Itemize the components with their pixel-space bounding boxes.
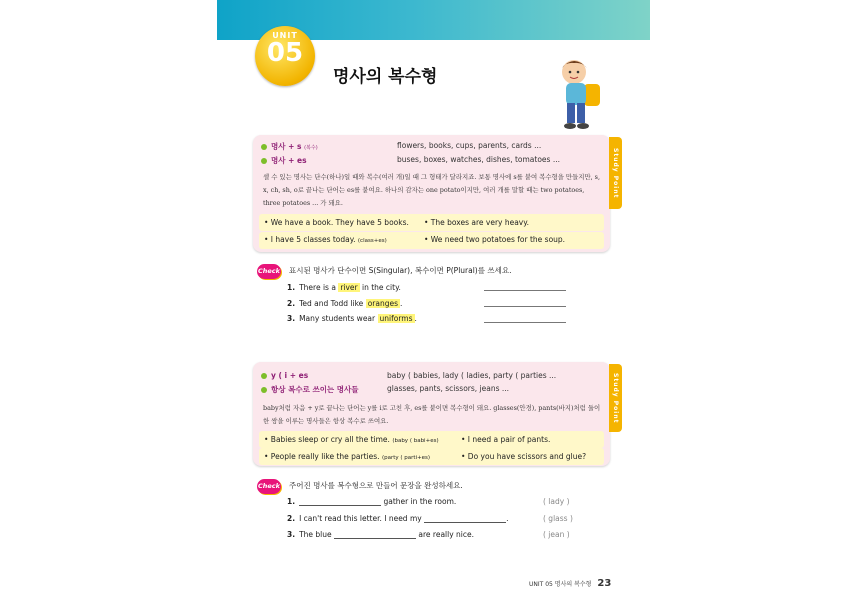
page-number: 23	[597, 578, 612, 589]
unit-badge	[255, 26, 315, 86]
highlighted-word: river	[340, 283, 358, 292]
highlighted-word: oranges	[367, 299, 398, 308]
bullet-icon	[261, 387, 267, 393]
rule-y-to-ies: y ( i + es	[261, 371, 308, 380]
question-item: 3. Many students wear uniforms .	[287, 314, 417, 323]
student-illustration	[542, 56, 614, 134]
answer-line[interactable]	[484, 290, 566, 291]
noun-hint: ( lady )	[543, 497, 570, 506]
page-title: 명사의 복수형	[333, 67, 438, 87]
explanation-text: baby처럼 자음 + y로 끝나는 단어는 y를 i로 고친 후, es를 붙이면 복수형이 돼요. glasses(안경), pants(바지)처럼 둘이 한 쌍을 이루는 명사들은 항상 복수로 쓰여요.	[263, 404, 601, 425]
question-item: 2. Ted and Todd like oranges .	[287, 299, 403, 308]
study-point-tab: Study Point	[609, 364, 622, 432]
rule-examples: baby ( babies, lady ( ladies, party ( parties ...	[387, 371, 557, 380]
rule-examples: glasses, pants, scissors, jeans ...	[387, 384, 510, 393]
footer-title: 명사의 복수형	[554, 581, 592, 588]
example-sentence: • People really like the parties. (party ( parti+es)	[264, 452, 431, 461]
page-footer	[529, 578, 611, 589]
answer-line[interactable]	[484, 322, 566, 323]
check-instruction: 표시된 명사가 단수이면 S(Singular), 복수이면 P(Plural)를 쓰세요.	[289, 266, 512, 275]
question-item: 3. The blue are really nice.	[287, 530, 474, 539]
check-instruction: 주어진 명사를 복수형으로 만들어 문장을 완성하세요.	[289, 481, 463, 490]
footer-unit: UNIT 05	[529, 581, 553, 588]
rule-always-plural: 항상 복수로 쓰이는 명사들	[261, 384, 359, 395]
answer-blank[interactable]	[424, 514, 506, 523]
unit-number: 05	[266, 38, 304, 68]
textbook-page	[217, 0, 650, 612]
answer-line[interactable]	[484, 306, 566, 307]
question-item: 1. gather in the room.	[287, 497, 457, 506]
example-sentence: • I need a pair of pants.	[461, 435, 551, 444]
rule-examples: buses, boxes, watches, dishes, tomatoes ...	[397, 155, 560, 164]
noun-hint: ( glass )	[543, 514, 573, 523]
bullet-icon	[261, 373, 267, 379]
example-sentence: • I have 5 classes today. (class+es)	[264, 235, 387, 244]
check-badge: Check	[257, 479, 281, 494]
study-point-box-1	[253, 135, 619, 252]
example-sentence: • Do you have scissors and glue?	[461, 452, 587, 461]
study-point-tab: Study Point	[609, 137, 622, 209]
question-item: 2. I can't read this letter. I need my .	[287, 514, 509, 523]
answer-blank[interactable]	[334, 530, 416, 539]
noun-hint: ( jean )	[543, 530, 570, 539]
unit-label: UNIT	[272, 31, 298, 40]
example-sentence: • We need two potatoes for the soup.	[424, 235, 566, 244]
bullet-icon	[261, 158, 267, 164]
rule-plural-es: 명사 + es	[261, 155, 307, 166]
rule-plural-s: 명사 + s (복수)	[261, 141, 318, 152]
highlighted-word: uniforms	[379, 314, 413, 323]
example-sentence: • We have a book. They have 5 books.	[264, 218, 409, 227]
answer-blank[interactable]	[299, 497, 381, 506]
question-item: 1. There is a river in the city.	[287, 283, 401, 292]
explanation-text: 셀 수 있는 명사는 단수(하나)일 때와 복수(여러 개)일 때 그 형태가 달라지죠. 보통 명사에 s를 붙여 복수형을 만들지만, s, x, ch, sh, o로 끝나는 단어는 es를 붙여요. 하나의 감자는 one potato이지만, 여러 개를 말할 때는 two potatoes, three potatoes ... 가 돼요.	[263, 173, 600, 207]
rule-examples: flowers, books, cups, parents, cards ...	[397, 141, 542, 150]
bullet-icon	[261, 144, 267, 150]
example-sentence: • The boxes are very heavy.	[424, 218, 529, 227]
check-badge: Check	[257, 264, 281, 279]
study-point-box-2	[253, 362, 619, 466]
example-sentence: • Babies sleep or cry all the time. (baby ( babi+es)	[264, 435, 439, 444]
